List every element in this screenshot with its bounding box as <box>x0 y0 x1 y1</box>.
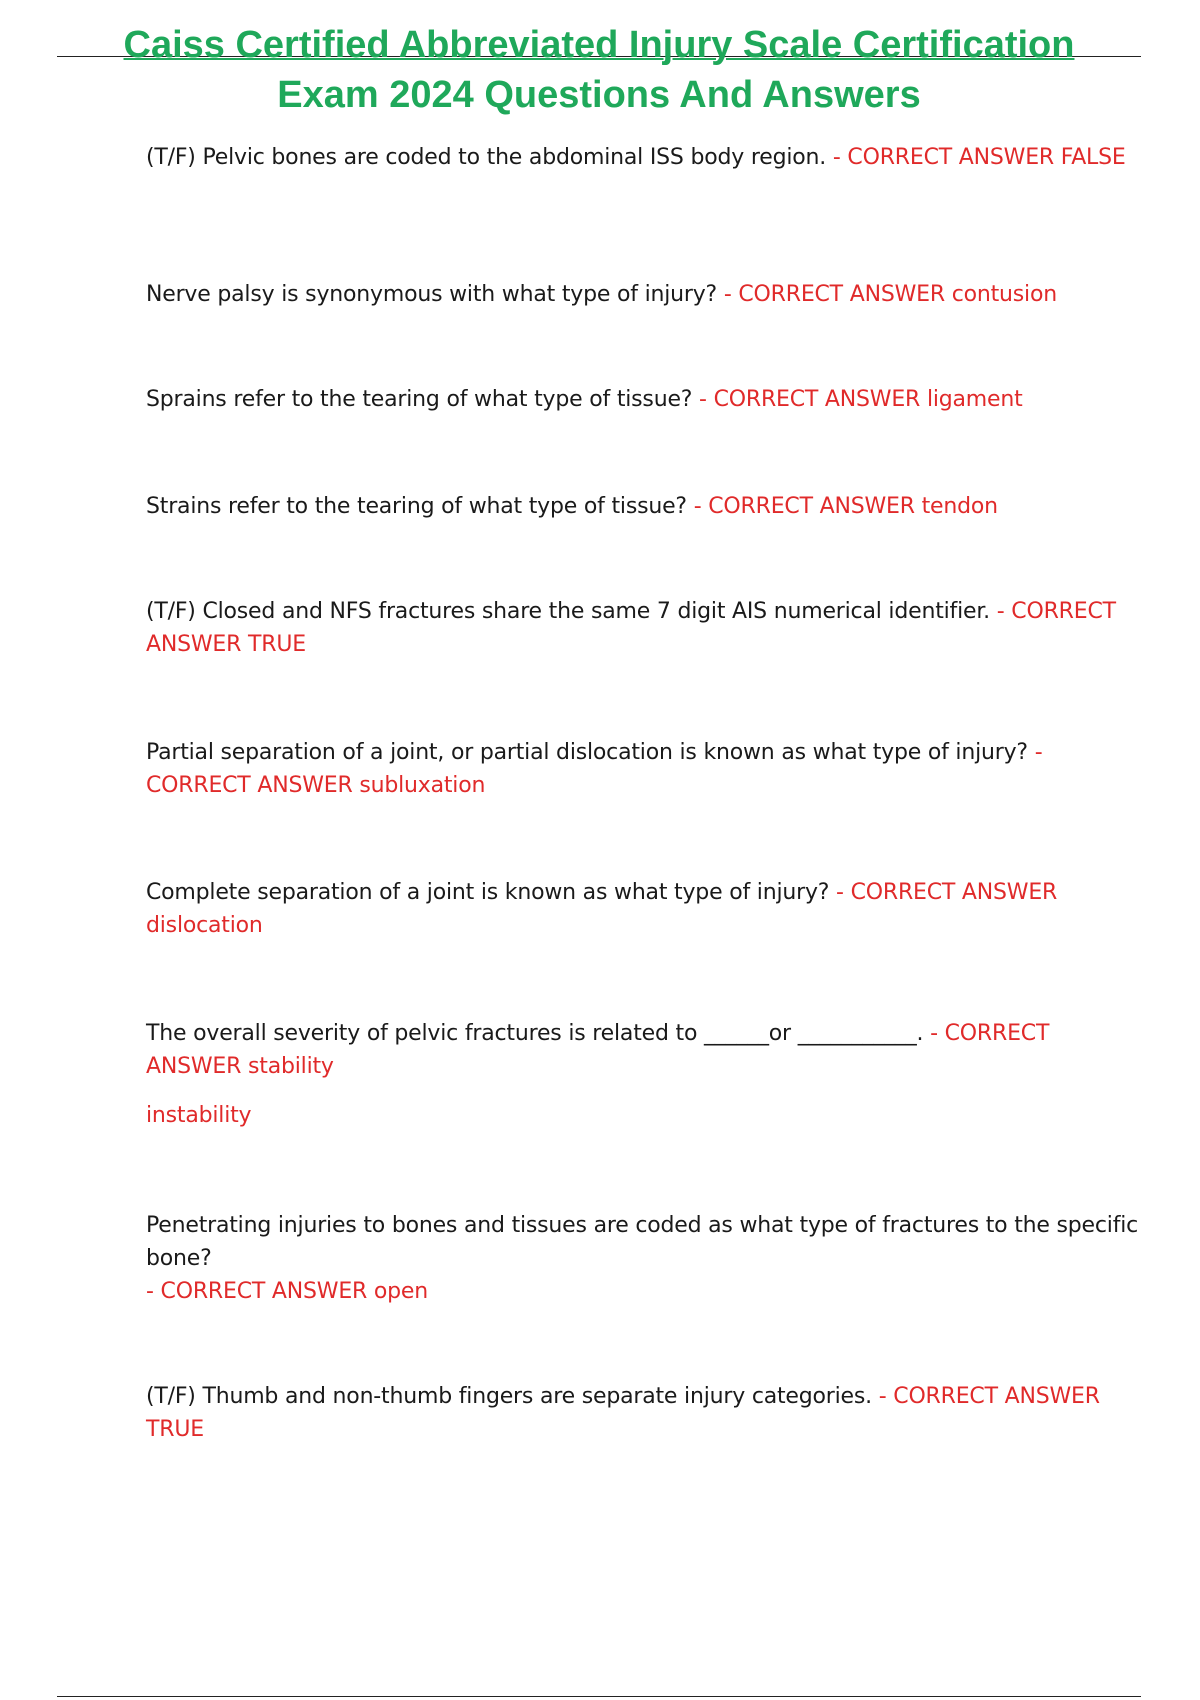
question-text: Penetrating injuries to bones and tissues are coded as what type of fractures to the specific bone? <box>146 1213 1139 1271</box>
answer-text: CORRECT ANSWER ligament <box>713 387 1023 412</box>
document-title <box>57 20 1141 120</box>
qa-item-3 <box>146 383 1142 416</box>
qa-item-7 <box>146 876 1142 942</box>
question-text: Complete separation of a joint is known as what type of injury? <box>146 880 830 905</box>
answer-text: CORRECT ANSWER stability <box>146 1021 1050 1079</box>
answer-separator: - <box>693 494 702 519</box>
question-text: The overall severity of pelvic fractures is related to ______or ___________. <box>146 1021 924 1046</box>
question-text: Nerve palsy is synonymous with what type of injury? <box>146 282 718 307</box>
answer-separator: - <box>723 282 732 307</box>
answer-separator: - <box>878 1384 887 1409</box>
document-title-line-1: Caiss Certified Abbreviated Injury Scale Certification <box>123 24 1075 66</box>
question-text: (T/F) Thumb and non-thumb fingers are separate injury categories. <box>146 1384 872 1409</box>
answer-text: CORRECT ANSWER dislocation <box>146 880 1058 938</box>
answer-text: CORRECT ANSWER contusion <box>738 282 1057 307</box>
qa-item-5 <box>146 595 1142 661</box>
qa-item-4 <box>146 490 1142 523</box>
qa-item-8 <box>146 1017 1142 1132</box>
qa-item-10 <box>146 1380 1142 1446</box>
answer-separator: - <box>996 599 1005 624</box>
answer-text: CORRECT ANSWER subluxation <box>146 773 486 798</box>
qa-item-6 <box>146 736 1142 802</box>
answer-separator: - <box>146 1279 154 1304</box>
question-text: (T/F) Pelvic bones are coded to the abdominal ISS body region. <box>146 145 827 170</box>
question-text: Strains refer to the tearing of what type of tissue? <box>146 494 687 519</box>
answer-text-continued: instability <box>146 1103 252 1128</box>
answer-separator: - <box>930 1021 938 1046</box>
document-title-line-2: Exam 2024 Questions And Answers <box>277 74 921 116</box>
answer-separator: - <box>699 387 707 412</box>
question-text: Sprains refer to the tearing of what type of tissue? <box>146 387 693 412</box>
answer-separator: - <box>836 880 844 905</box>
qa-item-2 <box>146 278 1142 311</box>
answer-separator: - <box>832 145 841 170</box>
answer-text: CORRECT ANSWER open <box>160 1279 428 1304</box>
answer-text: CORRECT ANSWER TRUE <box>146 1384 1100 1442</box>
qa-item-1 <box>146 141 1142 174</box>
qa-item-9 <box>146 1209 1142 1308</box>
answer-separator: - <box>1034 740 1043 765</box>
answer-text: CORRECT ANSWER tendon <box>708 494 998 519</box>
question-text: (T/F) Closed and NFS fractures share the same 7 digit AIS numerical identifier. <box>146 599 990 624</box>
footer-rule <box>57 1696 1141 1697</box>
answer-text: CORRECT ANSWER TRUE <box>146 599 1116 657</box>
question-text: Partial separation of a joint, or partial dislocation is known as what type of injury? <box>146 740 1028 765</box>
answer-text: CORRECT ANSWER FALSE <box>847 145 1126 170</box>
